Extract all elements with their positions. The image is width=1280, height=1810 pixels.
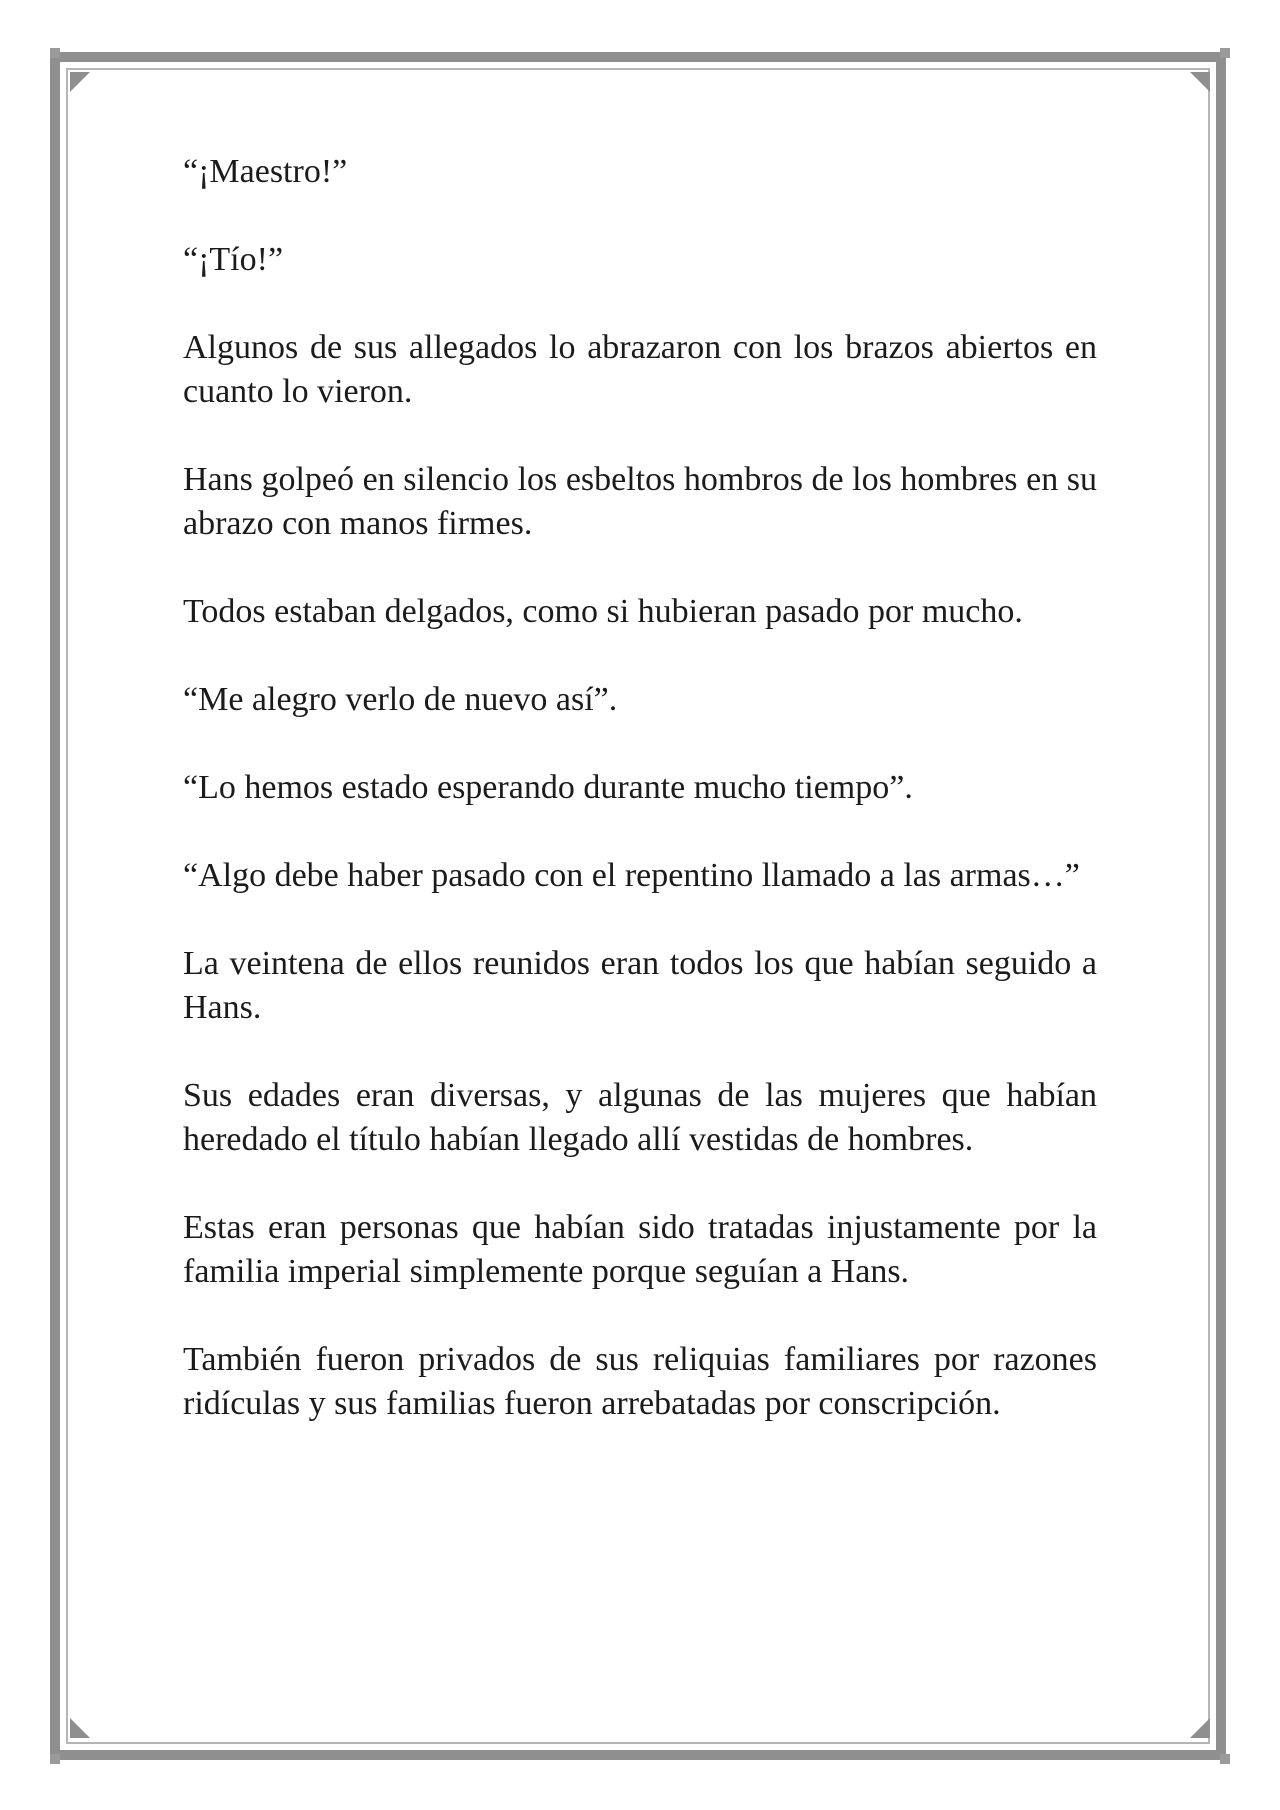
paragraph: La veintena de ellos reunidos eran todos los que habían seguido a Hans. bbox=[183, 945, 1097, 1026]
paragraph: Hans golpeó en silencio los esbeltos hombros de los hombres en su abrazo con manos firmes. bbox=[183, 461, 1097, 542]
paragraph: Sus edades eran diversas, y algunas de las mujeres que habían heredado el título habían llegado allí vestidas de hombres. bbox=[183, 1077, 1097, 1158]
paragraph: También fueron privados de sus reliquias familiares por razones ridículas y sus familias fueron arrebatadas por conscripción. bbox=[183, 1341, 1097, 1422]
corner-ornament-top-right bbox=[1190, 72, 1210, 92]
paragraph: “Algo debe haber pasado con el repentino llamado a las armas…” bbox=[183, 857, 1080, 894]
paragraph: Algunos de sus allegados lo abrazaron con los brazos abiertos en cuanto lo vieron. bbox=[183, 329, 1097, 410]
paragraph: Estas eran personas que habían sido tratadas injustamente por la familia imperial simplemente porque seguían a Hans. bbox=[183, 1209, 1097, 1290]
paragraph: “Me alegro verlo de nuevo así”. bbox=[183, 681, 618, 718]
text-column bbox=[183, 150, 1097, 1470]
paragraph: Todos estaban delgados, como si hubieran pasado por mucho. bbox=[183, 593, 1023, 630]
corner-ornament-top-left bbox=[70, 72, 90, 92]
paragraph: “Lo hemos estado esperando durante mucho tiempo”. bbox=[183, 769, 913, 806]
paragraph: “¡Tío!” bbox=[183, 241, 284, 278]
corner-square-bottom-left bbox=[50, 1754, 60, 1764]
corner-square-bottom-right bbox=[1220, 1754, 1230, 1764]
paragraph: “¡Maestro!” bbox=[183, 153, 348, 190]
corner-ornament-bottom-left bbox=[70, 1718, 90, 1738]
corner-square-top-left bbox=[50, 48, 60, 58]
corner-ornament-bottom-right bbox=[1190, 1718, 1210, 1738]
corner-square-top-right bbox=[1220, 48, 1230, 58]
